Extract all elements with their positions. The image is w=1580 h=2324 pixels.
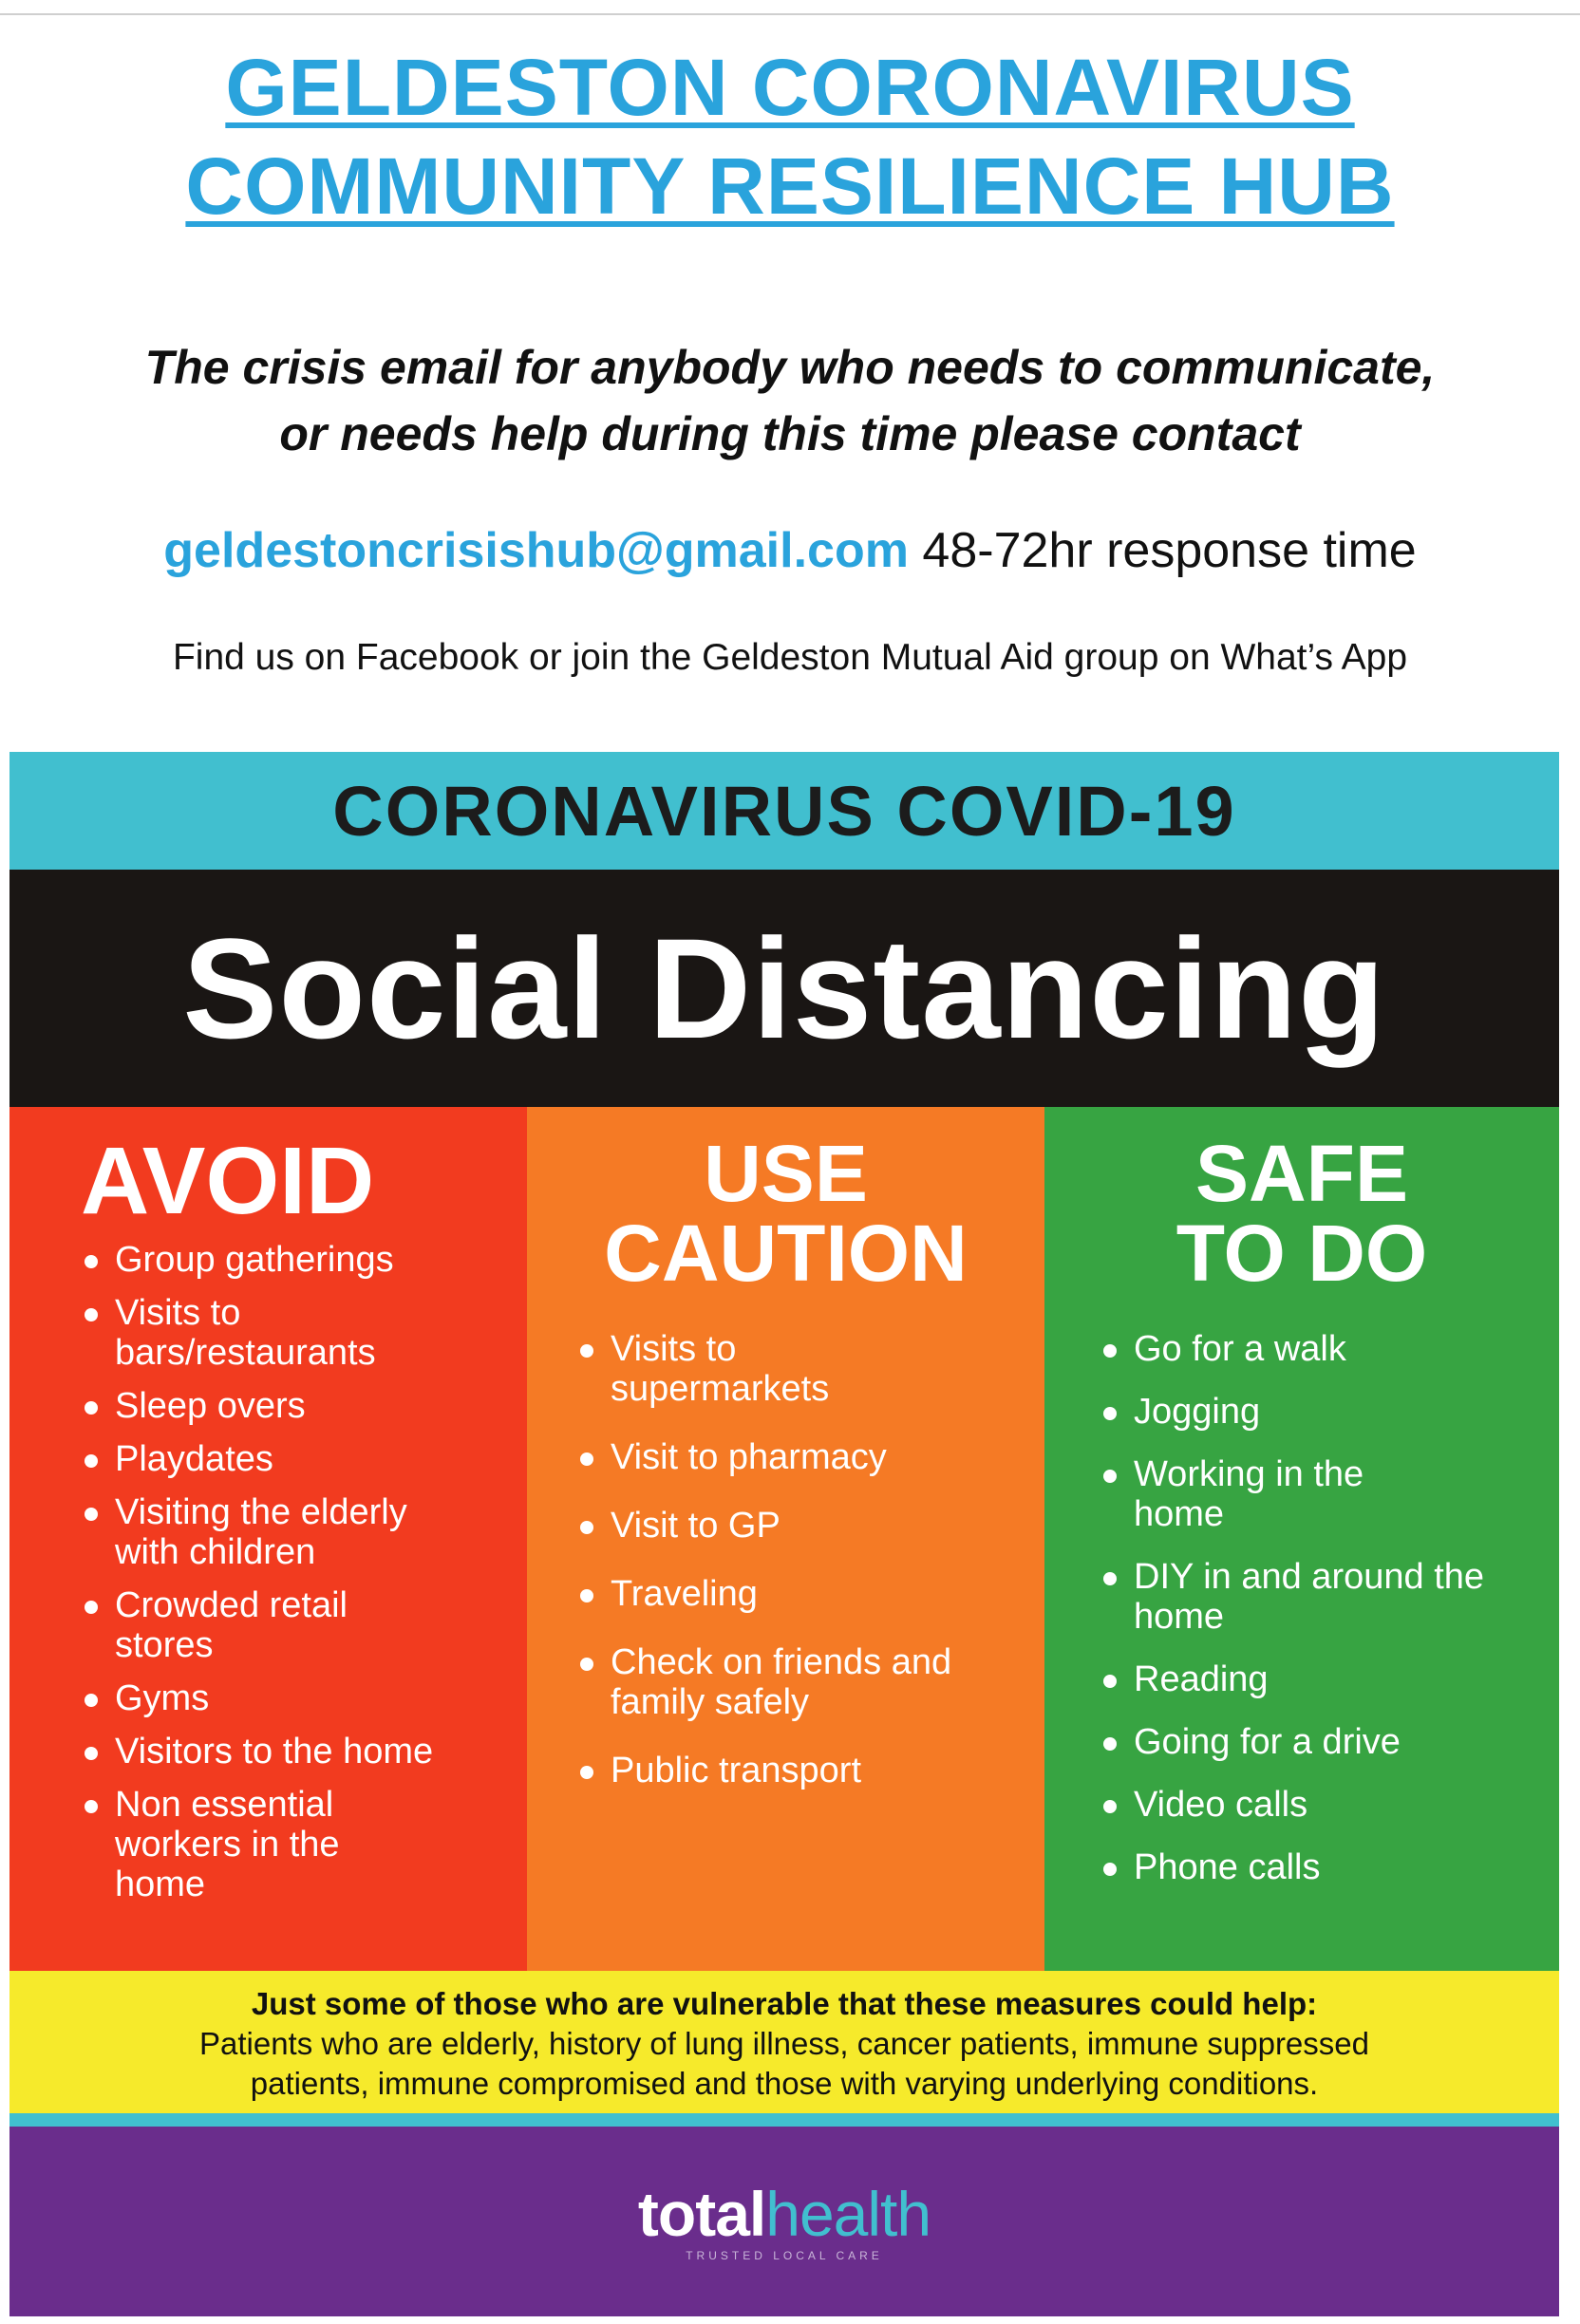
covid-banner — [9, 752, 1559, 870]
list-item: Visit to GP — [576, 1506, 1044, 1546]
divider-band — [9, 2113, 1559, 2127]
list-item: Visitors to the home — [81, 1732, 527, 1771]
social-distancing-banner — [9, 870, 1559, 1107]
list-item: Sleep overs — [81, 1386, 527, 1426]
list-item: Public transport — [576, 1751, 1044, 1790]
list-item: Non essential workers in the home — [81, 1785, 390, 1904]
logo-part-total: total — [637, 2179, 766, 2249]
guidance-columns — [9, 1107, 1559, 1971]
safe-heading-line-2: TO DO — [1176, 1209, 1428, 1298]
facebook-line: Find us on Facebook or join the Geldeston Mutual Aid group on What’s App — [172, 637, 1408, 678]
caution-heading — [527, 1129, 1044, 1298]
list-item: Visits to bars/restaurants — [81, 1293, 400, 1373]
hub-title-line-1: GELDESTON CORONAVIRUS — [225, 43, 1355, 132]
crisis-line-2: or needs help during this time please contact — [279, 407, 1301, 460]
hub-title — [0, 38, 1580, 235]
totalhealth-logo — [638, 2181, 931, 2247]
scan-edge — [0, 0, 1580, 15]
social-distancing-text: Social Distancing — [182, 908, 1386, 1068]
list-item: Playdates — [81, 1439, 527, 1479]
covid-banner-text: CORONAVIRUS COVID-19 — [332, 771, 1236, 851]
list-item: Check on friends and family safely — [576, 1642, 971, 1722]
hub-title-line-2: COMMUNITY RESILIENCE HUB — [185, 141, 1395, 231]
logo-part-health: health — [765, 2179, 931, 2249]
list-item: Video calls — [1100, 1785, 1559, 1825]
list-item: Go for a walk — [1100, 1329, 1559, 1369]
list-item: Phone calls — [1100, 1847, 1559, 1887]
safe-column — [1044, 1107, 1559, 1971]
safe-heading — [1044, 1129, 1559, 1298]
avoid-column — [9, 1107, 527, 1971]
list-item: Going for a drive — [1100, 1722, 1559, 1762]
email-link[interactable]: geldestoncrisishub@gmail.com — [163, 523, 909, 578]
avoid-heading: AVOID — [81, 1128, 375, 1234]
footer-band — [9, 2127, 1559, 2316]
response-time: 48-72hr response time — [922, 523, 1417, 578]
caution-column — [527, 1107, 1044, 1971]
logo-tagline: TRUSTED LOCAL CARE — [686, 2249, 883, 2262]
safe-heading-line-1: SAFE — [1194, 1129, 1409, 1218]
caution-heading-line-2: CAUTION — [604, 1209, 968, 1298]
vulnerable-text-line-2: patients, immune compromised and those with varying underlying conditions. — [250, 2066, 1319, 2101]
list-item: Jogging — [1100, 1392, 1559, 1432]
list-item: Traveling — [576, 1574, 1044, 1614]
list-item: Visits to supermarkets — [576, 1329, 895, 1409]
list-item: Reading — [1100, 1659, 1559, 1699]
crisis-line-1: The crisis email for anybody who needs to communicate, — [144, 341, 1436, 394]
contact-line — [0, 520, 1580, 581]
vulnerable-text-line-1: Patients who are elderly, history of lung illness, cancer patients, immune suppressed — [198, 2026, 1369, 2061]
list-item: Crowded retail stores — [81, 1585, 400, 1665]
social-distancing-poster — [9, 752, 1559, 2316]
list-item: Working in the home — [1100, 1454, 1438, 1534]
list-item: Gyms — [81, 1678, 527, 1718]
list-item: Visit to pharmacy — [576, 1437, 1044, 1477]
crisis-text — [0, 334, 1580, 467]
vulnerable-heading: Just some of those who are vulnerable that these measures could help: — [251, 1986, 1318, 2021]
caution-heading-line-1: USE — [704, 1129, 868, 1218]
vulnerable-band — [9, 1971, 1559, 2113]
list-item: Visiting the elderly with children — [81, 1492, 476, 1572]
list-item: DIY in and around the home — [1100, 1557, 1533, 1637]
list-item: Group gatherings — [81, 1240, 527, 1280]
